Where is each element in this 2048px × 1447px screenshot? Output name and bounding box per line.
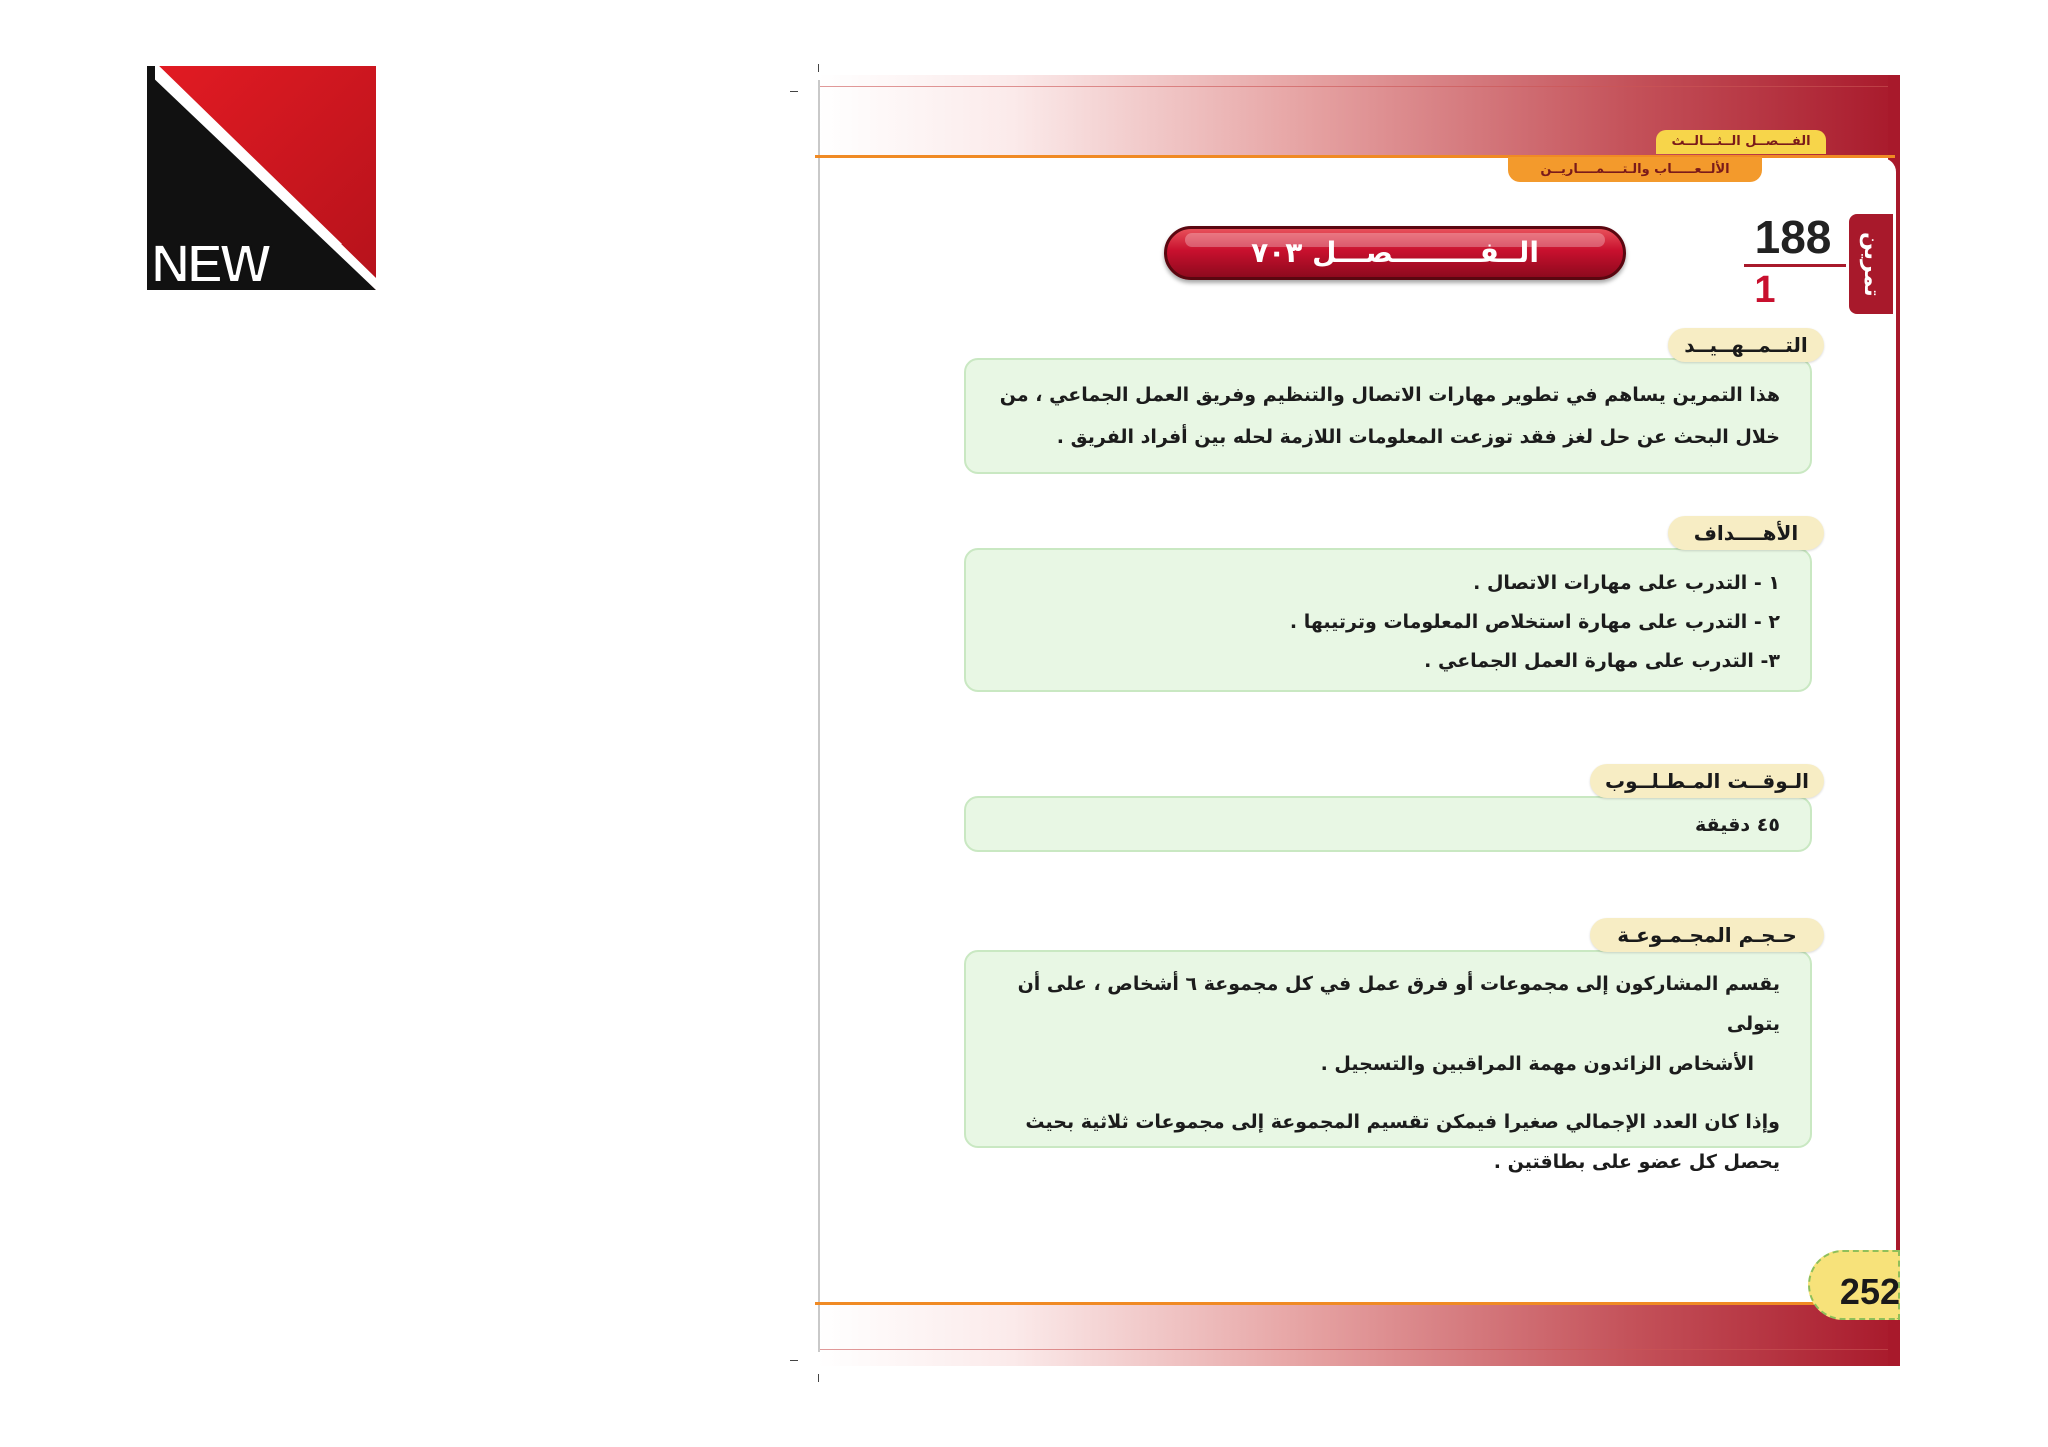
page-title — [1164, 226, 1626, 280]
footer-gradient-band — [818, 1304, 1900, 1366]
crop-mark — [790, 91, 798, 92]
goals-box — [964, 548, 1812, 692]
goal-item: ٢ - التدرب على مهارة استخلاص المعلومات وترتيبها . — [1289, 611, 1780, 633]
group-line: يحصل كل عضو على بطاقتين . — [1493, 1151, 1780, 1173]
svg-text:NEW: NEW — [151, 234, 268, 290]
crop-mark — [818, 64, 819, 72]
group-line: يقسم المشاركون إلى مجموعات أو فرق عمل في كل مجموعة ٦ أشخاص ، على أن يتولى — [1017, 973, 1780, 1035]
exercise-sub-number: 1 — [1754, 269, 1776, 311]
header-thin-rule — [818, 86, 1888, 87]
exercise-number-rule — [1744, 264, 1846, 267]
group-heading: حـجـم المجـمـوعـة — [1590, 918, 1824, 952]
footer-orange-rule — [815, 1302, 1895, 1305]
intro-heading: التــمــهــيــد — [1668, 328, 1824, 362]
intro-line: هذا التمرين يساهم في تطوير مهارات الاتصال والتنظيم وفريق العمل الجماعي ، من — [999, 384, 1780, 406]
page-number: 252 — [1839, 1271, 1900, 1312]
intro-box — [964, 358, 1812, 474]
time-heading: الـوقــت المـطـلــوب — [1590, 764, 1824, 798]
chapter-tag: الفـــصــل الــثـــالــث — [1656, 130, 1826, 154]
exercise-number: 188 — [1754, 211, 1832, 263]
goal-item: ١ - التدرب على مهارات الاتصال . — [1473, 572, 1780, 594]
paragraph-gap — [990, 1084, 1780, 1102]
crop-mark — [818, 1374, 819, 1382]
new-logo — [147, 66, 376, 290]
time-value: ٤٥ دقيقة — [1695, 814, 1780, 836]
intro-line: خلال البحث عن حل لغز فقد توزعت المعلومات اللازمة لحله بين أفراد الفريق . — [1056, 426, 1780, 448]
footer-thin-rule — [818, 1349, 1888, 1350]
exercise-label: تمرين — [1849, 214, 1893, 314]
crop-mark — [790, 1360, 798, 1361]
section-tag: الألــعـــــاب والـتــــمــــاريــن — [1508, 157, 1762, 182]
page-left-rule — [818, 80, 820, 1352]
goals-heading: الأهــــداف — [1668, 516, 1824, 550]
time-box — [964, 796, 1812, 852]
group-box — [964, 950, 1812, 1173]
group-line: الأشخاص الزائدون مهمة المراقبين والتسجيل . — [1320, 1053, 1754, 1075]
goal-item: ٣- التدرب على مهارة العمل الجماعي . — [1424, 650, 1780, 672]
group-line: وإذا كان العدد الإجمالي صغيرا فيمكن تقسيم المجموعة إلى مجموعات ثلاثية بحيث — [1025, 1111, 1780, 1133]
page-title-text: الــفـــــــــصـــل ٧٠٣ — [1251, 236, 1539, 269]
